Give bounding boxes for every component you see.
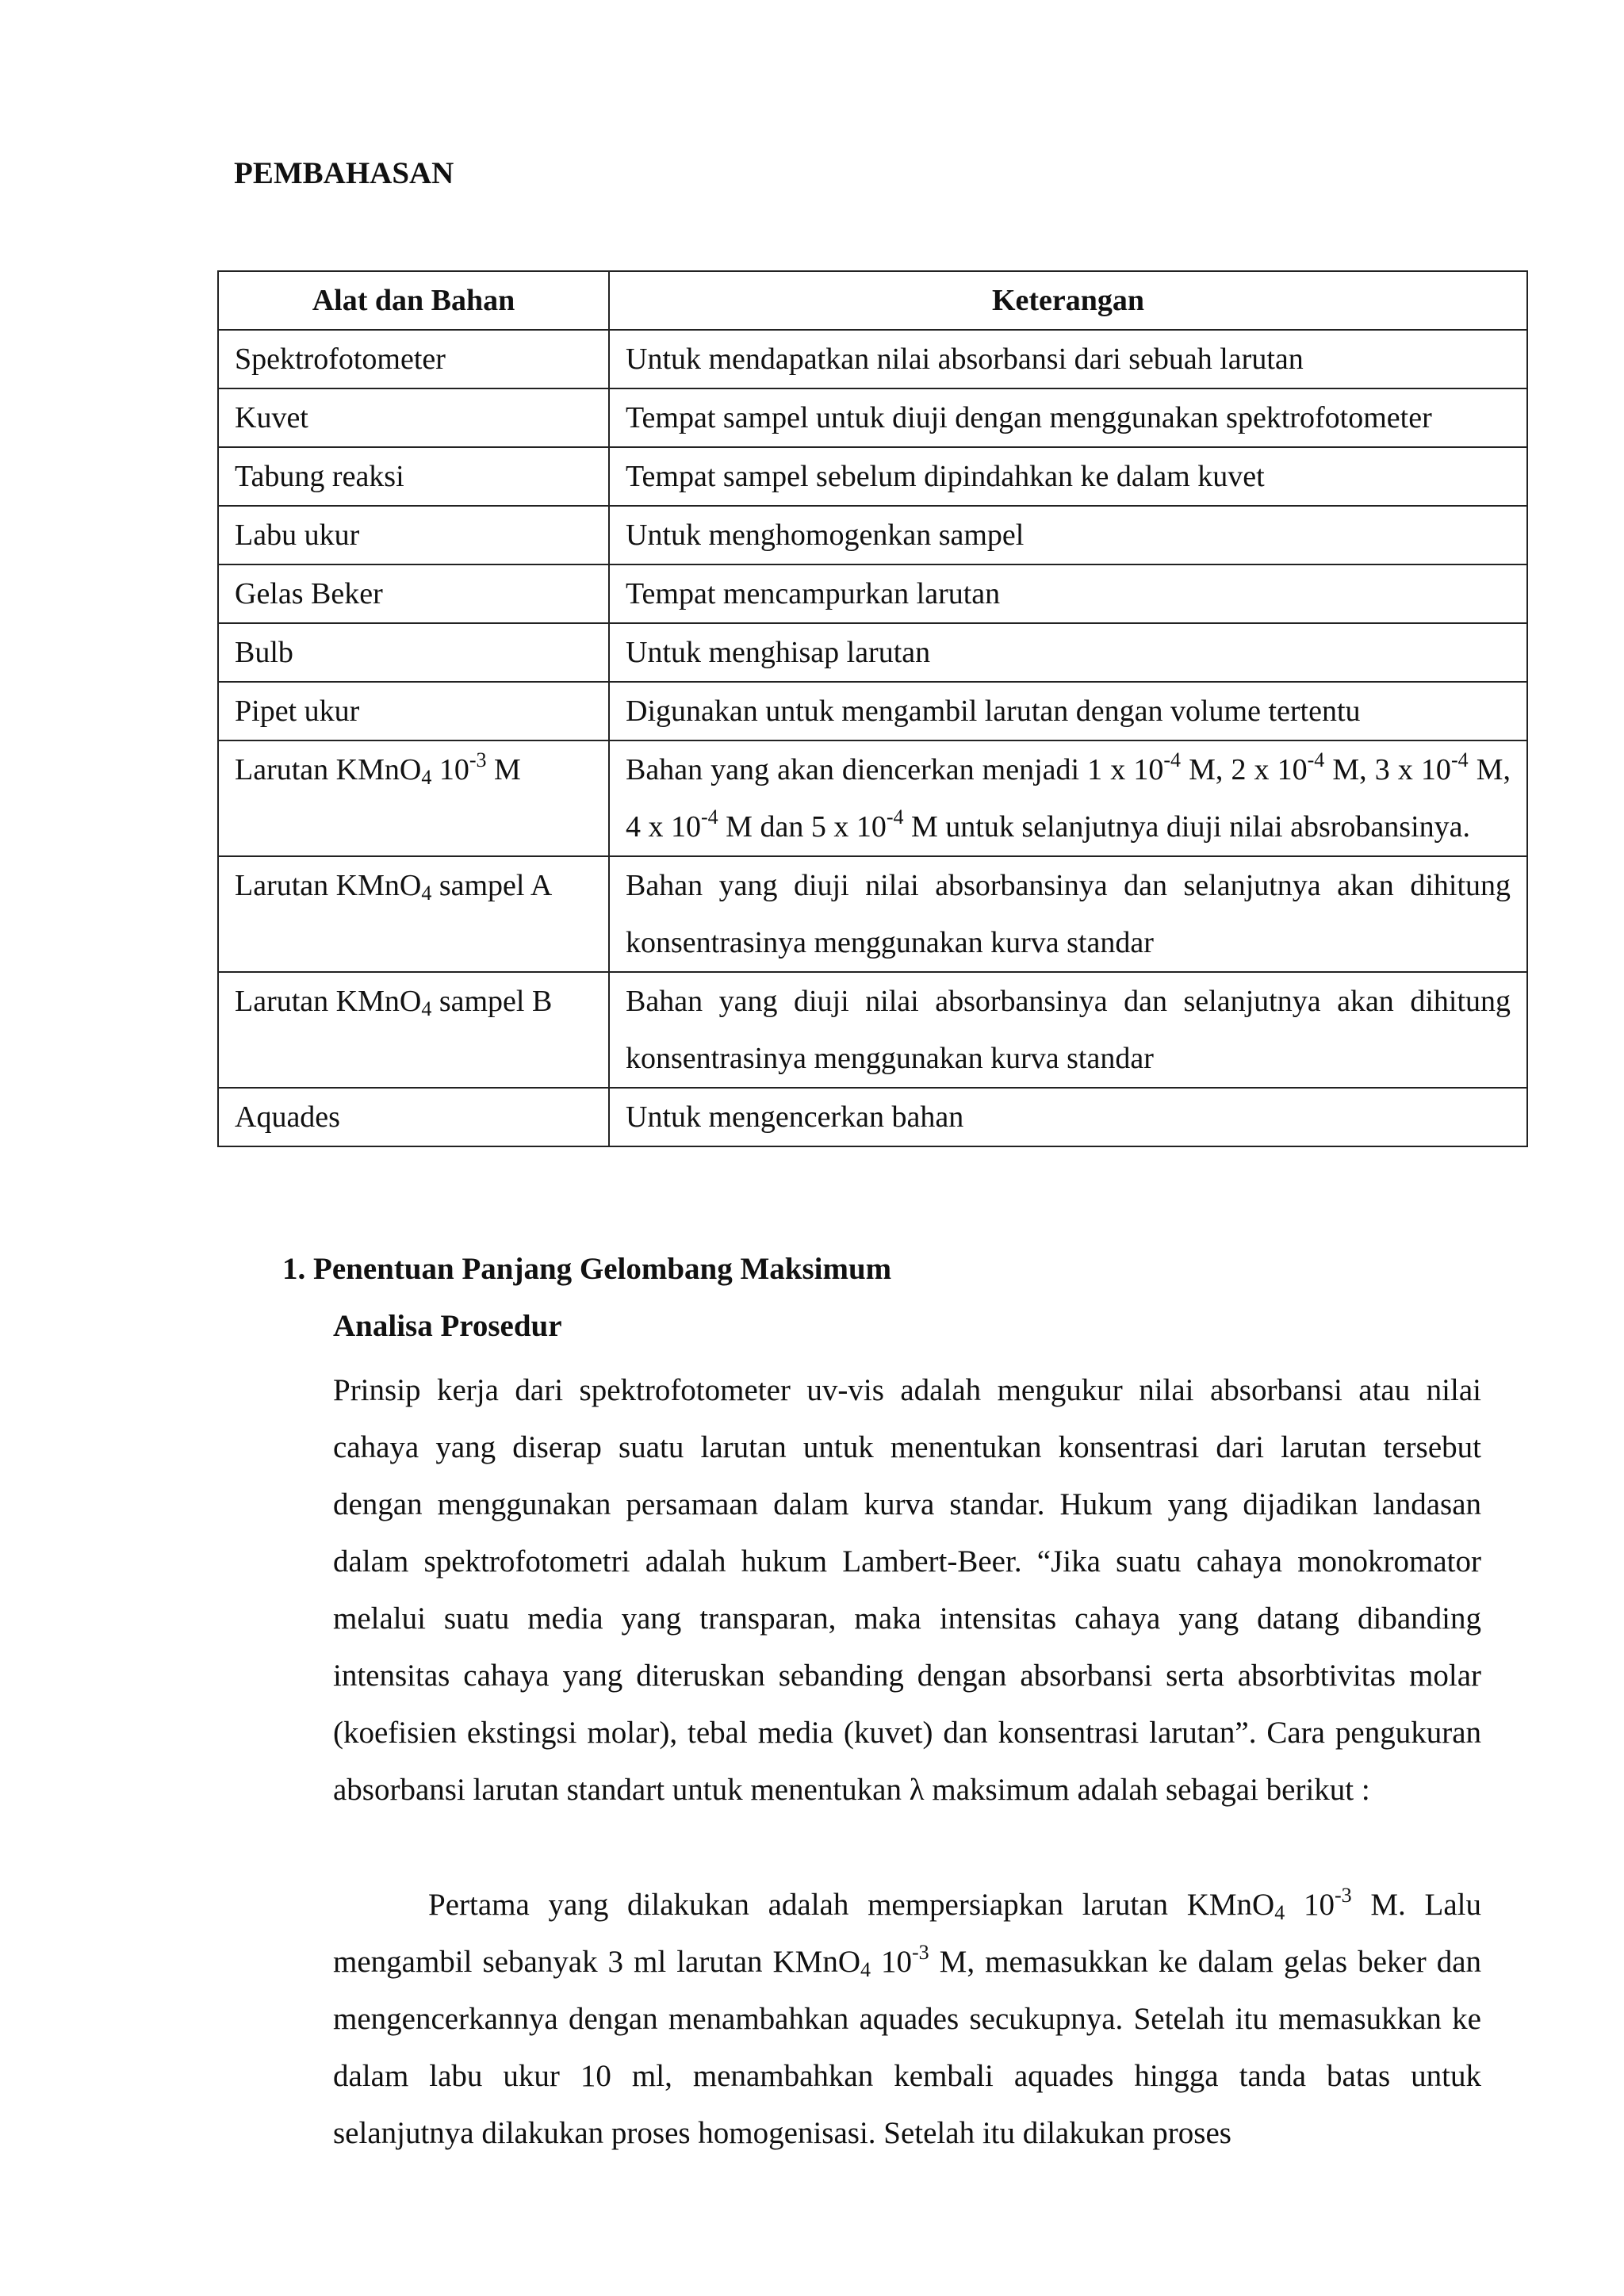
desc-text: M, 2 x 10 (1181, 753, 1308, 786)
table-cell-item: Spektrofotometer (218, 330, 609, 388)
table-cell-item: Tabung reaksi (218, 447, 609, 506)
table-row (218, 330, 1527, 388)
formula-text: sampel B (431, 985, 553, 1018)
table-cell-item: Bulb (218, 623, 609, 682)
superscript: -4 (886, 806, 904, 828)
table-row (218, 682, 1527, 740)
column-header-description: Keterangan (609, 271, 1527, 330)
superscript: -4 (1307, 748, 1325, 771)
paragraph-text: 10 (871, 1945, 913, 1979)
table-cell-item (218, 740, 609, 856)
table-row (218, 1088, 1527, 1146)
table-cell-item: Kuvet (218, 388, 609, 447)
column-header-item: Alat dan Bahan (218, 271, 609, 330)
desc-text: M, 4 x 10 (626, 753, 1511, 844)
table-cell-description: Tempat sampel sebelum dipindahkan ke dalam kuvet (609, 447, 1527, 506)
table-cell-description: Digunakan untuk mengambil larutan dengan volume tertentu (609, 682, 1527, 740)
body-paragraph: Prinsip kerja dari spektrofotometer uv-vis adalah mengukur nilai absorbansi atau nilai cahaya yang diserap suatu larutan untuk menentukan konsentrasi dari larutan tersebut dengan menggunakan persamaan dalam kurva standar. Hukum yang dijadikan landasan dalam spektrofotometri adalah hukum Lambert-Beer. “Jika suatu cahaya monokromator melalui suatu media yang transparan, maka intensitas cahaya yang datang dibanding intensitas cahaya yang diteruskan sebanding dengan absorbansi serta absorbtivitas molar (koefisien ekstingsi molar), tebal media (kuvet) dan konsentrasi larutan”. Cara pengukuran absorbansi larutan standart untuk menentukan λ maksimum adalah sebagai berikut : (333, 1373, 1481, 1807)
table-cell-item (218, 856, 609, 972)
table-row (218, 506, 1527, 564)
table-row (218, 623, 1527, 682)
table-cell-description: Untuk menghomogenkan sampel (609, 506, 1527, 564)
subscript: 4 (421, 766, 432, 789)
table-cell-item (218, 972, 609, 1088)
equipment-table (217, 270, 1528, 1147)
section-title: 1. Penentuan Panjang Gelombang Maksimum (282, 1252, 892, 1286)
superscript: -4 (1163, 748, 1182, 771)
table-cell-description (609, 740, 1527, 856)
subscript: 4 (860, 1958, 871, 1981)
formula-text: sampel A (431, 869, 553, 902)
superscript: -4 (1450, 748, 1469, 771)
table-cell-description: Bahan yang diuji nilai absorbansinya dan selanjutnya akan dihitung konsentrasinya menggunakan kurva standar (609, 972, 1527, 1088)
superscript: -3 (1334, 1884, 1352, 1907)
superscript: -4 (701, 806, 718, 828)
subscript: 4 (421, 997, 432, 1020)
formula-text: Larutan KMnO (235, 753, 422, 786)
table-cell-item: Aquades (218, 1088, 609, 1146)
table-row (218, 740, 1527, 856)
formula-text: Larutan KMnO (235, 869, 422, 902)
desc-text: M dan 5 x 10 (718, 810, 887, 844)
body-paragraph (333, 1877, 1481, 2162)
desc-text: M untuk selanjutnya diuji nilai absrobansinya. (903, 810, 1471, 844)
superscript: -3 (469, 748, 487, 771)
formula-text: 10 (431, 753, 469, 786)
formula-text: Larutan KMnO (235, 985, 422, 1018)
subsection-title: Analisa Prosedur (333, 1309, 562, 1343)
table-cell-item: Gelas Beker (218, 564, 609, 623)
formula-text: M (486, 753, 521, 786)
table-cell-description: Tempat sampel untuk diuji dengan menggunakan spektrofotometer (609, 388, 1527, 447)
table-header-row (218, 271, 1527, 330)
paragraph-text: 10 (1285, 1888, 1335, 1922)
table-row (218, 856, 1527, 972)
table-cell-description: Tempat mencampurkan larutan (609, 564, 1527, 623)
table-row (218, 447, 1527, 506)
table-cell-description: Untuk mengencerkan bahan (609, 1088, 1527, 1146)
paragraph-text: M, memasukkan ke dalam gelas beker dan mengencerkannya dengan menambahkan aquades secukupnya. Setelah itu memasukkan ke dalam labu ukur 10 ml, menambahkan kembali aquades hingga tanda batas untuk selanjutnya dilakukan proses homogenisasi. Setelah itu dilakukan proses (333, 1945, 1482, 2150)
subscript: 4 (1274, 1901, 1285, 1924)
superscript: -3 (912, 1941, 929, 1964)
table-cell-description: Bahan yang diuji nilai absorbansinya dan selanjutnya akan dihitung konsentrasinya menggunakan kurva standar (609, 856, 1527, 972)
paragraph-text: Pertama yang dilakukan adalah mempersiapkan larutan KMnO (428, 1888, 1275, 1922)
table-cell-item: Pipet ukur (218, 682, 609, 740)
table-row (218, 972, 1527, 1088)
table-row (218, 564, 1527, 623)
table-row (218, 388, 1527, 447)
page-heading: PEMBAHASAN (234, 156, 454, 190)
table-cell-description: Untuk mendapatkan nilai absorbansi dari sebuah larutan (609, 330, 1527, 388)
table-cell-item: Labu ukur (218, 506, 609, 564)
paragraph-text: M. Lalu mengambil sebanyak 3 ml larutan KMnO (333, 1888, 1481, 1979)
desc-text: Bahan yang akan diencerkan menjadi 1 x 10 (626, 753, 1164, 786)
desc-text: M, 3 x 10 (1324, 753, 1451, 786)
subscript: 4 (421, 882, 432, 905)
table-cell-description: Untuk menghisap larutan (609, 623, 1527, 682)
